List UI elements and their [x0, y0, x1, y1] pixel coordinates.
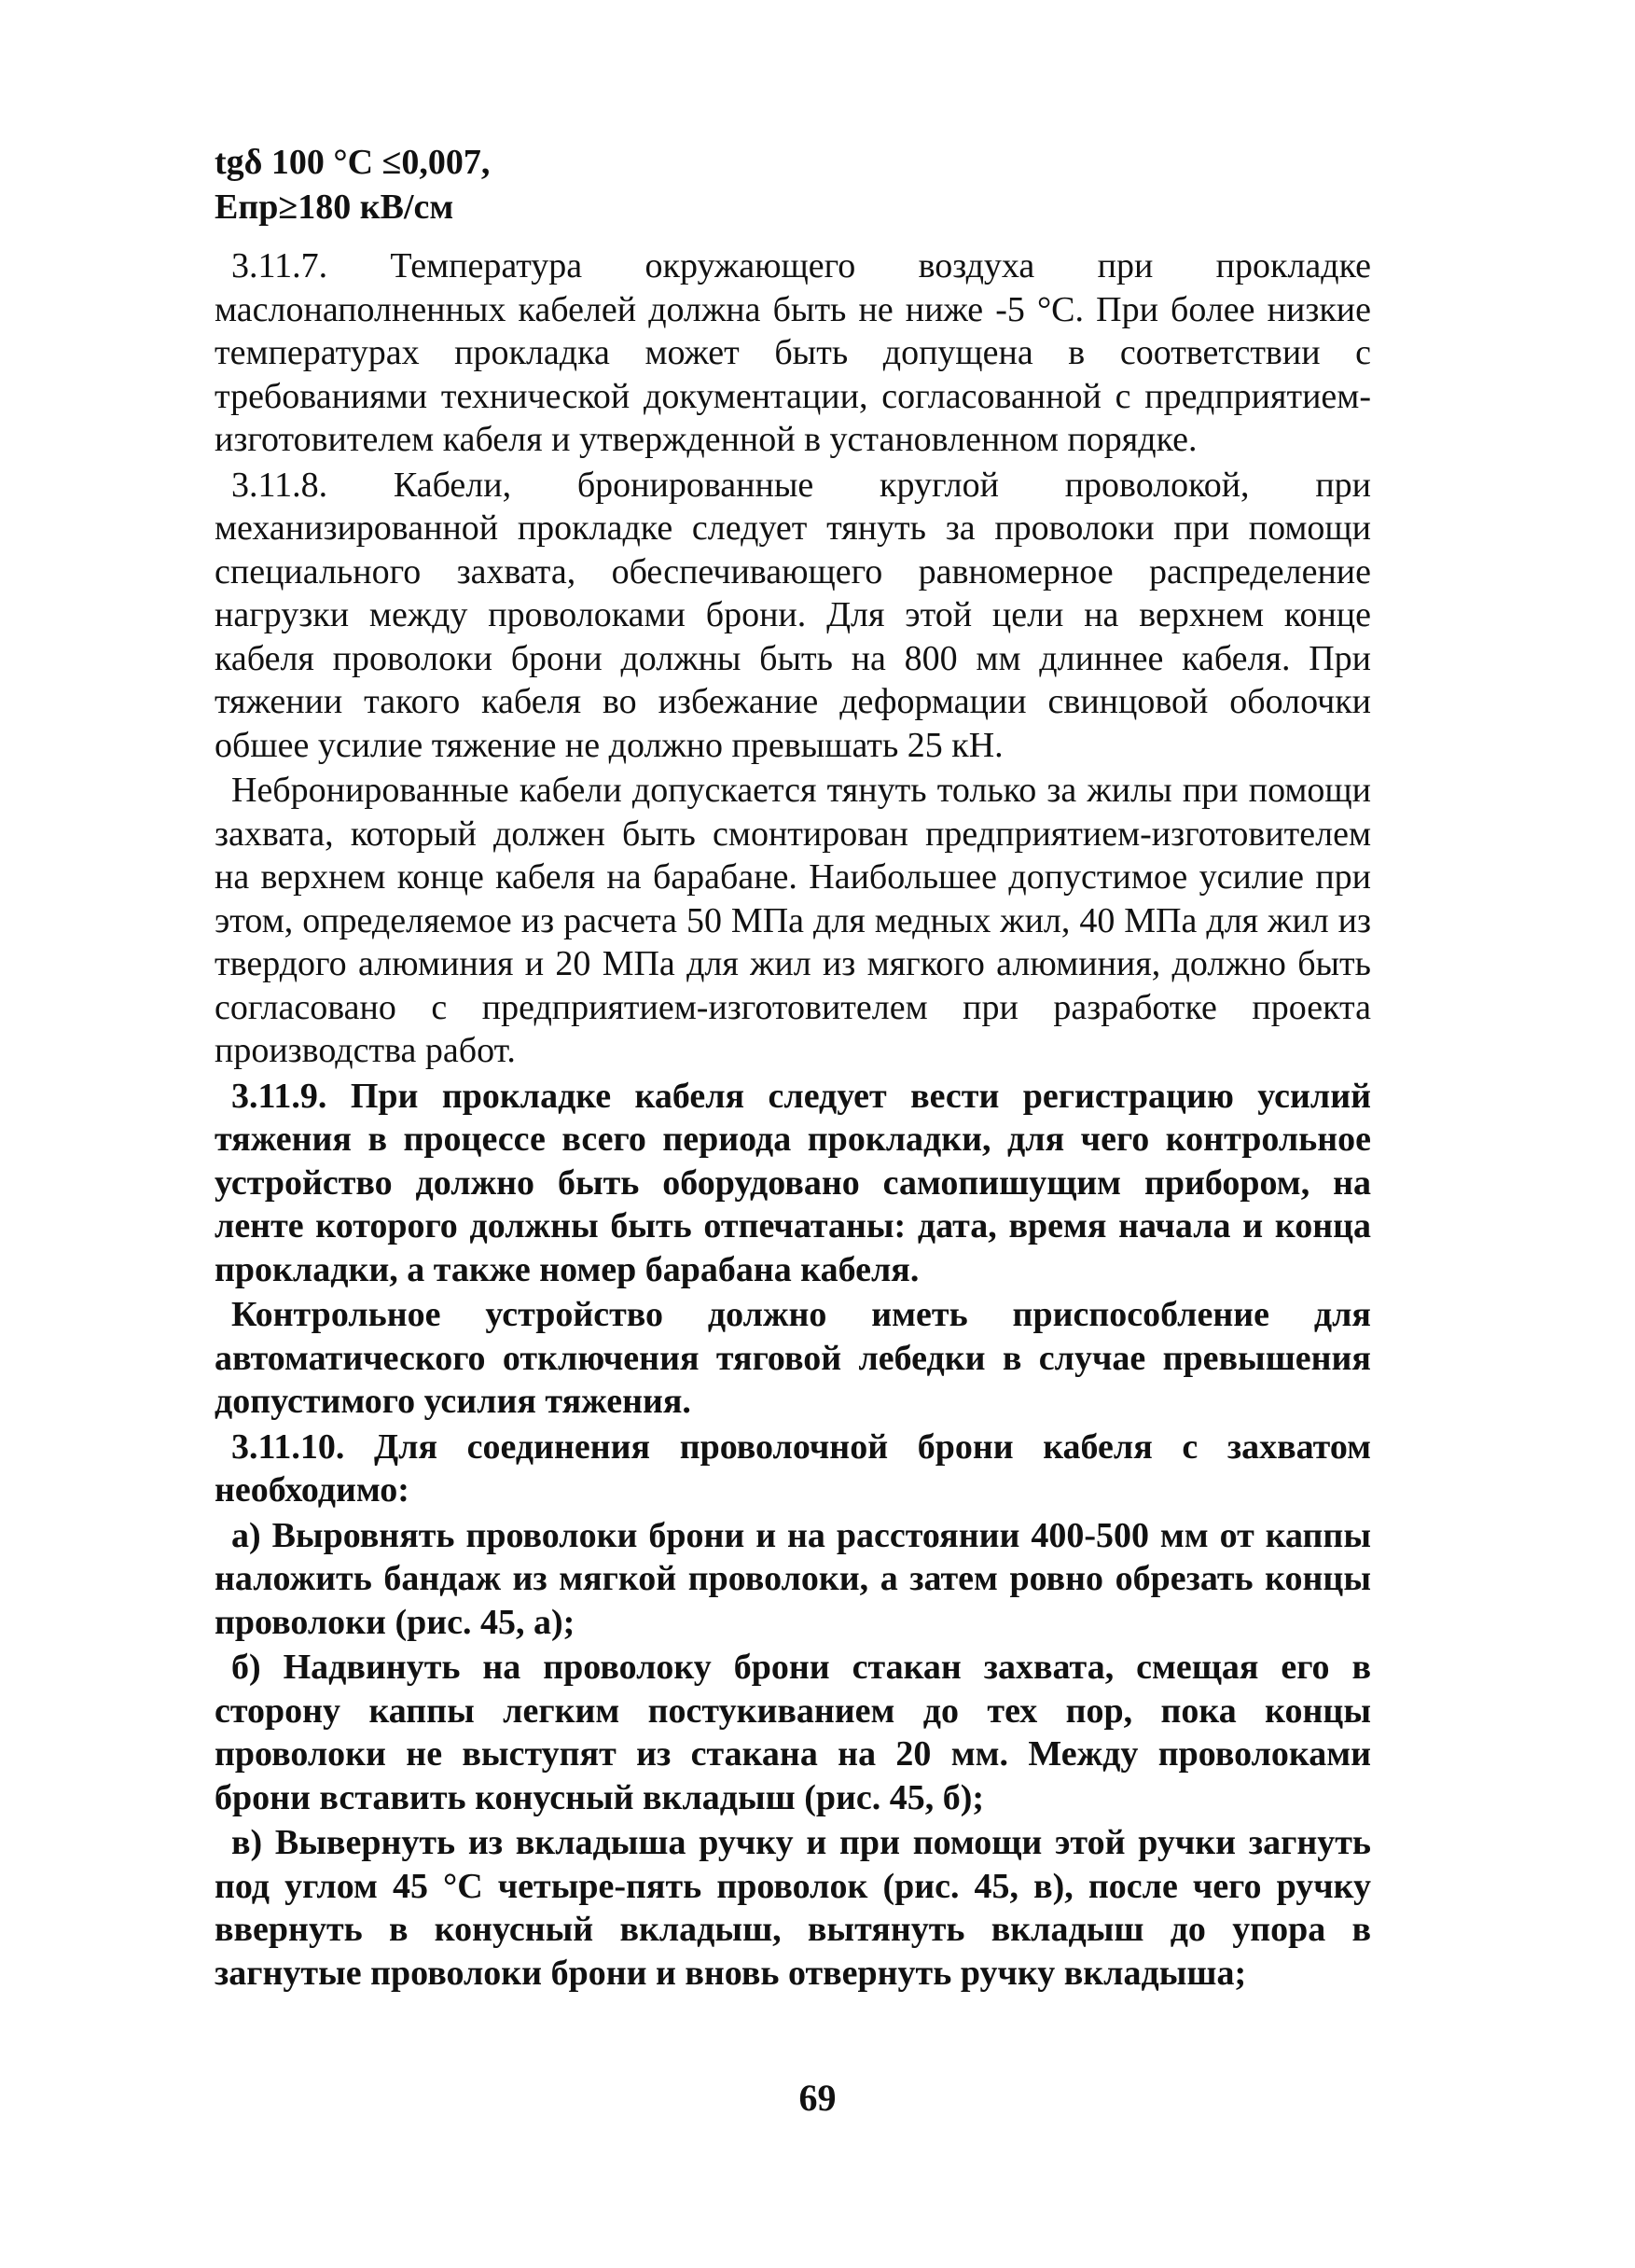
paragraph-3-11-8: 3.11.8. Кабели, бронированные круглой проволокой, при механизированной прокладке следует тянуть за проволоки при помощи специального захвата, обеспечивающего равномерное распределение нагрузки между проволоками брони. Для этой цели на верхнем конце кабеля проволоки брони должны быть на 800 мм длиннее кабеля. При тяжении такого кабеля во избежание деформации свинцовой оболочки обшее усилие тяжение не должно превышать 25 кН. [215, 465, 1371, 765]
paragraph-3-11-10: 3.11.10. Для соединения проволочной брони кабеля с захватом необходимо: [215, 1426, 1371, 1510]
paragraph-unarmored-cables: Небронированные кабели допускается тянуть только за жилы при помощи захвата, который должен быть смонтирован предприятием-изготовителем на верхнем конце кабеля на барабане. Наибольшее допустимое усилие при этом, определяемое из расчета 50 МПа для медных жил, 40 МПа для жил из твердого алюминия и 20 МПа для жил из мягкого алюминия, должно быть согласовано с предприятием-изготовителем при разработке проекта производства работ. [215, 771, 1371, 1070]
paragraph-control-device: Контрольное устройство должно иметь приспособление для автоматического отключения тяговой лебедки в случае превышения допустимого усилия тяжения. [215, 1295, 1371, 1421]
list-item-b: б) Надвинуть на проволоку брони стакан захвата, смещая его в сторону каппы легким постукиванием до тех пор, пока концы проволоки не выступят из стакана на 20 мм. Между проволоками брони вставить конусный вкладыш (рис. 45, б); [215, 1648, 1371, 1817]
formula-breakdown-field: Eпр≥180 кВ/см [215, 188, 454, 227]
formula-tan-delta: tgδ 100 °С ≤0,007, [215, 143, 491, 182]
list-item-a: а) Выровнять проволоки брони и на расстоянии 400-500 мм от каппы наложить бандаж из мягкой проволоки, а затем ровно обрезать концы проволоки (рис. 45, а); [215, 1515, 1371, 1642]
formula-block [215, 140, 1371, 230]
list-item-v: в) Вывернуть из вкладыша ручку и при помощи этой ручки загнуть под углом 45 °С четыре-пять проволок (рис. 45, в), после чего ручку ввернуть в конусный вкладыш, вытянуть вкладыш до упора в загнутые проволоки брони и вновь отвернуть ручку вкладыша; [215, 1823, 1371, 1993]
page-number: 69 [798, 2077, 837, 2119]
paragraph-3-11-7: 3.11.7. Температура окружающего воздуха при прокладке маслонаполненных кабелей должна быть не ниже -5 °С. При более низкие температурах прокладка может быть допущена в соответствии с требованиями технической документации, согласованной с предприятием-изготовителем кабеля и утвержденной в установленном порядке. [215, 246, 1371, 459]
page-body [215, 140, 1371, 1997]
paragraph-3-11-9: 3.11.9. При прокладке кабеля следует вести регистрацию усилий тяжения в процессе всего периода прокладки, для чего контрольное устройство должно быть оборудовано самопишущим прибором, на ленте которого должны быть отпечатаны: дата, время начала и конца прокладки, а также номер барабана кабеля. [215, 1076, 1371, 1289]
